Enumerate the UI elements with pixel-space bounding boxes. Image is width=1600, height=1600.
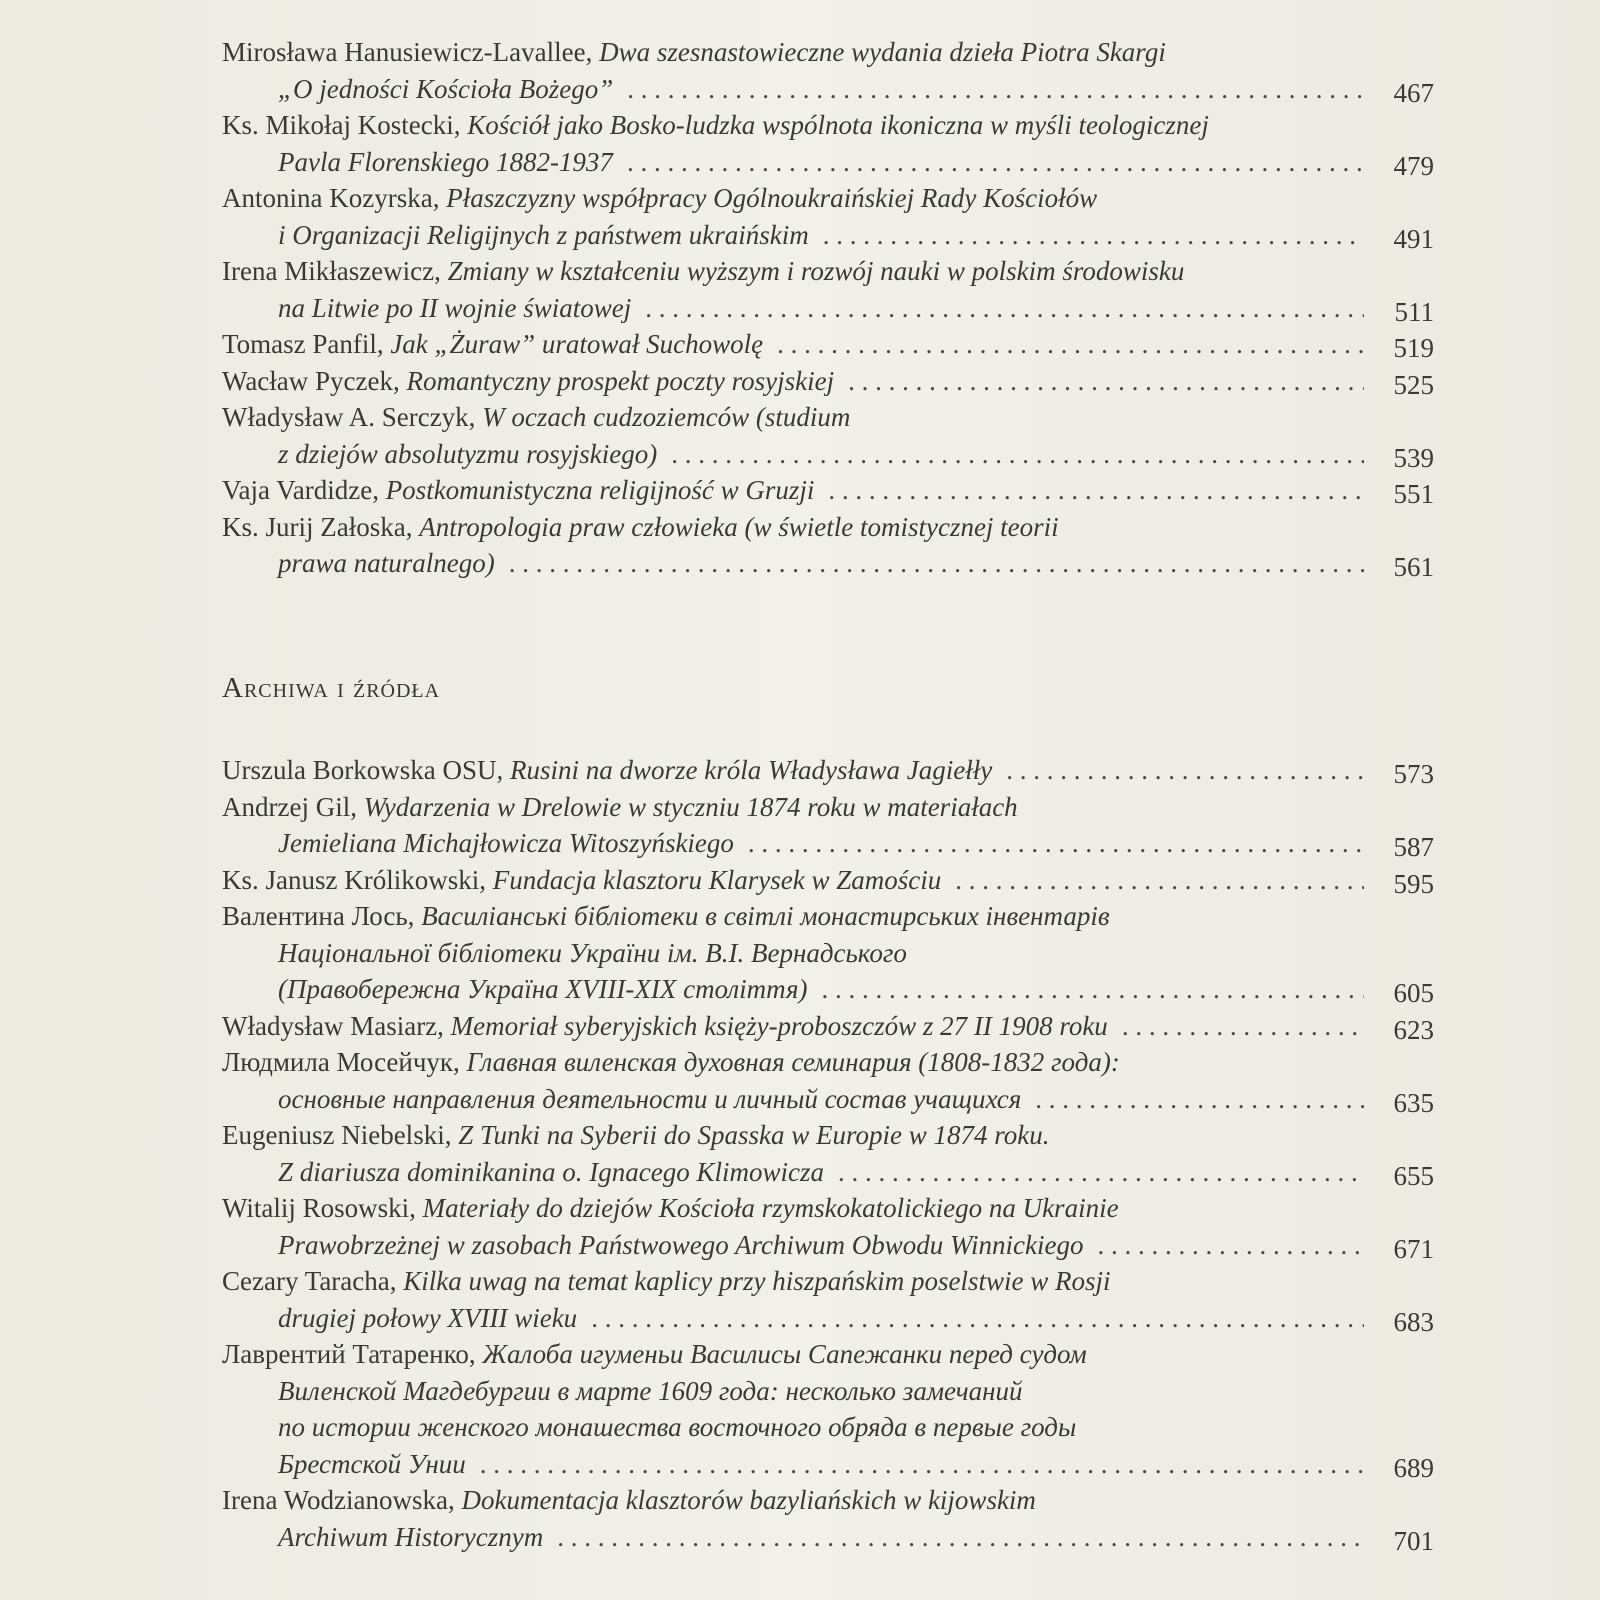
toc-page-number: 683 (1393, 1306, 1434, 1337)
dot-leader (591, 1300, 1364, 1337)
toc-page-number: 595 (1393, 868, 1434, 899)
toc-entry-text (278, 1081, 1021, 1118)
toc-page-number: 467 (1393, 77, 1434, 108)
toc-page-number: 525 (1393, 369, 1434, 400)
dot-leader (1097, 1227, 1364, 1264)
toc-entry-line (222, 971, 1434, 1008)
toc-entry (222, 34, 1434, 107)
toc-title: prawa naturalnego) (278, 548, 495, 578)
toc-list-top (222, 34, 1434, 582)
toc-entry (222, 752, 1434, 789)
dot-leader (627, 71, 1364, 108)
toc-entry (222, 1117, 1434, 1190)
toc-entry (222, 472, 1434, 509)
toc-entry-line (222, 217, 1434, 254)
toc-title: Płaszczyzny współpracy Ogólnoukraińskiej Rady Kościołów (446, 183, 1098, 213)
toc-title: Archiwum Historycznym (278, 1521, 544, 1552)
toc-entry-text (278, 71, 613, 108)
toc-title: drugiej połowy XVIII wieku (278, 1302, 578, 1333)
toc-entry-text (222, 1008, 1108, 1045)
dot-leader (748, 825, 1364, 862)
toc-title: Z diariusza dominikanina o. Ignacego Klimowicza (278, 1156, 824, 1187)
toc-entry (222, 1190, 1434, 1263)
toc-title: Memoriał syberyjskich księży-proboszczów z 27 II 1908 roku (450, 1010, 1108, 1041)
toc-entry-text (222, 752, 992, 789)
toc-entry-text (222, 862, 941, 899)
toc-page-number: 671 (1393, 1233, 1434, 1264)
toc-author: Witalij Rosowski, (222, 1193, 423, 1223)
toc-page-number: 573 (1393, 759, 1434, 789)
toc-title: i Organizacji Religijnych z państwem ukraińskim (278, 219, 809, 250)
toc-author: Irena Wodzianowska, (222, 1485, 462, 1515)
toc-title: Romantyczny prospekt poczty rosyjskiej (406, 365, 835, 396)
toc-entry (222, 363, 1434, 400)
toc-entry-line (222, 1227, 1434, 1264)
dot-leader (777, 326, 1364, 363)
toc-title: Василіанські бібліотеки в світлі монастирських інвентарів (421, 901, 1110, 931)
toc-author: Antonina Kozyrska, (222, 183, 447, 213)
toc-entry-text (278, 436, 657, 473)
toc-title: Kościół jako Bosko-ludzka wspólnota ikoniczna w myśli teologicznej (467, 110, 1209, 140)
toc-entry-text (278, 1154, 824, 1191)
toc-entry (222, 509, 1434, 582)
toc-author: Ks. Mikołaj Kostecki, (222, 110, 468, 140)
toc-title: z dziejów absolutyzmu rosyjskiego) (278, 438, 658, 469)
toc-entry-line (222, 752, 1434, 789)
toc-entry-line (222, 1263, 1434, 1300)
dot-leader (1122, 1008, 1364, 1045)
toc-title: Wydarzenia w Drelowie w styczniu 1874 roku w materiałach (363, 791, 1018, 822)
toc-author: Urszula Borkowska OSU, (222, 755, 510, 785)
toc-title: „O jedności Kościoła Bożego” (278, 73, 614, 104)
toc-entry-line (222, 1446, 1434, 1483)
toc-entry-line (222, 898, 1434, 935)
toc-author: Людмила Мосейчук, (222, 1047, 467, 1077)
toc-page-number: 655 (1393, 1160, 1434, 1191)
toc-entry (222, 399, 1434, 472)
toc-entry-line (222, 290, 1434, 327)
toc-title: Pavla Florenskiego 1882-1937 (278, 146, 613, 177)
toc-entry-line (222, 1044, 1434, 1081)
toc-page-number: 491 (1393, 223, 1434, 254)
toc-page-number: 635 (1393, 1087, 1434, 1118)
toc-author: Ks. Janusz Królikowski, (222, 864, 493, 895)
toc-entry-line (222, 1336, 1434, 1373)
toc-entry-line (222, 1373, 1434, 1410)
toc-author: Wacław Pyczek, (222, 365, 407, 396)
toc-entry-text (278, 290, 631, 327)
toc-author: Vaja Vardidze, (222, 475, 386, 505)
toc-page-number: 511 (1394, 296, 1434, 327)
toc-entry-line (222, 107, 1434, 144)
toc-entry (222, 107, 1434, 180)
toc-entry-line (222, 363, 1434, 400)
toc-entry-text (222, 326, 763, 363)
toc-page-number: 587 (1393, 832, 1434, 862)
toc-entry-text (278, 1227, 1083, 1264)
section-heading: Archiwa i źródła (222, 672, 441, 704)
toc-list-bottom (222, 752, 1434, 1555)
dot-leader (823, 217, 1364, 254)
toc-entry-text (278, 1519, 543, 1556)
toc-title: Fundacja klasztoru Klarysek w Zamościu (492, 864, 942, 895)
toc-entry-line (222, 253, 1434, 290)
toc-entry-line (222, 71, 1434, 108)
dot-leader (627, 144, 1364, 181)
toc-entry-line (222, 1190, 1434, 1227)
dot-leader (848, 363, 1364, 400)
dot-leader (828, 472, 1364, 509)
toc-entry-line (222, 862, 1434, 899)
toc-title: Жалоба игуменьи Василисы Сапежанки перед судом (482, 1339, 1087, 1369)
toc-title: Rusini na dworze króla Władysława Jagiełły (509, 755, 993, 785)
toc-page-number: 689 (1393, 1452, 1434, 1483)
toc-entry-text (278, 217, 809, 254)
toc-entry-line (222, 144, 1434, 181)
toc-title: Dokumentacja klasztorów bazyliańskich w kijowskim (461, 1485, 1036, 1515)
dot-leader (1006, 752, 1364, 789)
toc-entry-line (222, 509, 1434, 546)
toc-entry-line (222, 545, 1434, 582)
dot-leader (822, 971, 1364, 1008)
toc-entry (222, 326, 1434, 363)
toc-author: Irena Mikłaszewicz, (222, 256, 448, 286)
toc-author: Eugeniusz Niebelski, (222, 1120, 459, 1150)
toc-entry-line (222, 825, 1434, 862)
toc-entry (222, 789, 1434, 862)
toc-entry (222, 862, 1434, 899)
toc-page-number: 561 (1393, 552, 1434, 582)
toc-title: Antropologia praw człowieka (w świetle tomistycznej teorii (419, 511, 1059, 542)
toc-entry-line (222, 1008, 1434, 1045)
toc-entry-line (222, 472, 1434, 509)
toc-page-number: 539 (1393, 442, 1434, 473)
toc-author: Tomasz Panfil, (222, 329, 391, 359)
toc-entry (222, 1263, 1434, 1336)
toc-author: Лаврентий Татаренко, (222, 1339, 483, 1369)
toc-entry-line (222, 1482, 1434, 1519)
toc-entry-line (222, 180, 1434, 217)
toc-entry-text (278, 144, 613, 181)
toc-page-number: 623 (1393, 1014, 1434, 1045)
toc-entry-text (278, 971, 808, 1008)
toc-entry-line (222, 1081, 1434, 1118)
toc-author: Władysław Masiarz, (222, 1010, 451, 1041)
toc-page-number: 519 (1393, 333, 1434, 363)
toc-entry-text (222, 363, 834, 400)
toc-entry-line (222, 1117, 1434, 1154)
toc-entry-line (222, 789, 1434, 826)
toc-author: Andrzej Gil, (222, 791, 364, 822)
toc-entry (222, 1044, 1434, 1117)
toc-title: Jak „Żuraw” uratował Suchowolę (390, 329, 764, 359)
toc-author: Mirosława Hanusiewicz-Lavallee, (222, 37, 600, 67)
toc-entry (222, 180, 1434, 253)
toc-title: Dwa szesnastowieczne wydania dzieła Piotra Skargi (599, 37, 1166, 67)
toc-author: Władysław A. Serczyk, (222, 402, 483, 432)
toc-title: Брестской Унии (278, 1448, 466, 1479)
toc-entry-line (222, 935, 1434, 972)
toc-title: основные направления деятельности и личный состав учащихся (278, 1083, 1022, 1114)
toc-title: Z Tunki na Syberii do Spasska w Europie w 1874 roku. (458, 1120, 1050, 1150)
toc-author: Валентина Лось, (222, 901, 422, 931)
toc-entry-text (222, 472, 814, 509)
dot-leader (509, 545, 1364, 582)
dot-leader (838, 1154, 1364, 1191)
toc-author: Cezary Taracha, (222, 1266, 404, 1296)
toc-title: Виленской Магдебургии в марте 1609 года: несколько замечаний (278, 1375, 1023, 1406)
toc-entry-line (222, 1300, 1434, 1337)
toc-entry-line (222, 1409, 1434, 1446)
toc-page-number: 551 (1393, 479, 1434, 509)
dot-leader (557, 1519, 1364, 1556)
dot-leader (1035, 1081, 1364, 1118)
toc-author: Ks. Jurij Załoska, (222, 511, 420, 542)
toc-entry (222, 1336, 1434, 1482)
toc-entry (222, 1482, 1434, 1555)
toc-title: Zmiany w kształceniu wyższym i rozwój nauki w polskim środowisku (447, 256, 1185, 286)
toc-entry-text (278, 1300, 577, 1337)
dot-leader (480, 1446, 1364, 1483)
toc-title: W oczach cudzoziemców (studium (482, 402, 851, 432)
toc-entry-line (222, 1154, 1434, 1191)
toc-entry (222, 253, 1434, 326)
toc-entry-text (278, 1446, 466, 1483)
toc-entry-line (222, 326, 1434, 363)
dot-leader (645, 290, 1364, 327)
toc-title: Національної бібліотеки України ім. В.І. Вернадського (278, 937, 907, 968)
toc-title: по истории женского монашества восточного обряда в первые годы (278, 1412, 1077, 1442)
toc-entry-line (222, 399, 1434, 436)
dot-leader (955, 862, 1364, 899)
toc-entry-line (222, 34, 1434, 71)
toc-entry (222, 898, 1434, 1008)
toc-page-number: 605 (1393, 978, 1434, 1008)
toc-entry-text (278, 825, 734, 862)
toc-title: Главная виленская духовная семинария (1808-1832 года): (466, 1047, 1120, 1077)
toc-title: Materiały do dziejów Kościoła rzymskokatolickiego na Ukrainie (422, 1193, 1119, 1223)
toc-entry-line (222, 1519, 1434, 1556)
toc-title: (Правобережна Україна XVIII-XIX століття) (278, 974, 808, 1004)
dot-leader (671, 436, 1364, 473)
toc-entry (222, 1008, 1434, 1045)
toc-title: Kilka uwag na temat kaplicy przy hiszpańskim poselstwie w Rosji (403, 1266, 1111, 1296)
toc-page-number: 479 (1393, 150, 1434, 181)
toc-title: Postkomunistyczna religijność w Gruzji (385, 475, 815, 505)
toc-entry-line (222, 436, 1434, 473)
toc-title: na Litwie po II wojnie światowej (278, 292, 632, 323)
toc-entry-text (278, 545, 495, 582)
toc-page-number: 701 (1393, 1525, 1434, 1556)
toc-title: Jemieliana Michajłowicza Witoszyńskiego (278, 828, 734, 858)
toc-title: Prawobrzeżnej w zasobach Państwowego Archiwum Obwodu Winnickiego (278, 1229, 1084, 1260)
